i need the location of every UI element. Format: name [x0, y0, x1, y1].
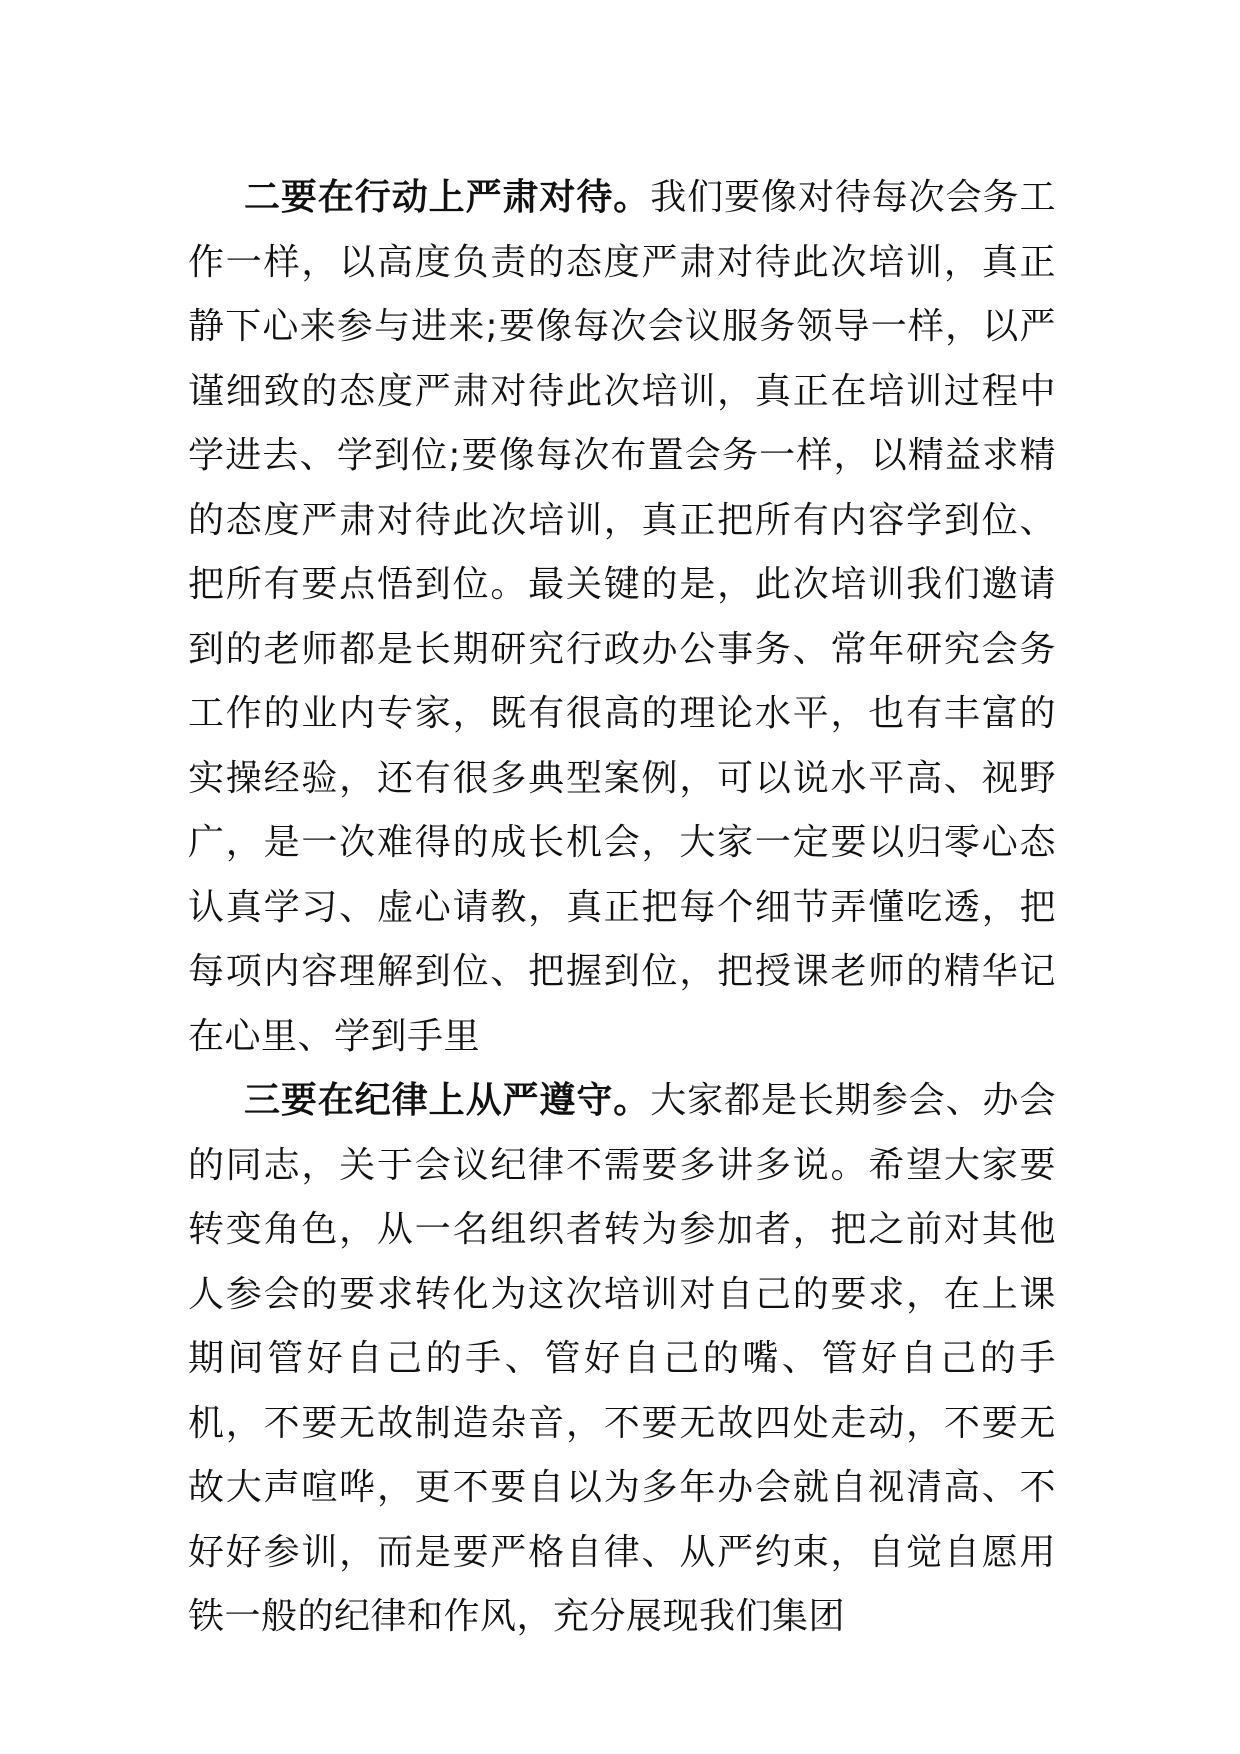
paragraph-action [188, 166, 1056, 1069]
paragraph-text: 我们要像对待每次会务工作一样，以高度负责的态度严肃对待此次培训，真正静下心来参与进来;要像每次会议服务领导一样，以严谨细致的态度严肃对待此次培训，真正在培训过程中学进去、学到位;要像每次布置会务一样，以精益求精的态度严肃对待此次培训，真正把所有内容学到位、把所有要点悟到位。最关键的是，此次培训我们邀请到的老师都是长期研究行政办公事务、常年研究会务工作的业内专家，既有很高的理论水平，也有丰富的实操经验，还有很多典型案例，可以说水平高、视野广，是一次难得的成长机会，大家一定要以归零心态认真学习、虚心请教，真正把每个细节弄懂吃透，把每项内容理解到位、把握到位，把授课老师的精华记在心里、学到手里 [188, 177, 1056, 1057]
paragraph-heading: 二要在行动上严肃对待。 [244, 177, 651, 218]
paragraph-text: 大家都是长期参会、办会的同志，关于会议纪律不需要多讲多说。希望大家要转变角色，从一名组织者转为参加者，把之前对其他人参会的要求转化为这次培训对自己的要求，在上课期间管好自己的手、管好自己的嘴、管好自己的手机，不要无故制造杂音，不要无故四处走动，不要无故大声喧哗，更不要自以为多年办会就自视清高、不好好参训，而是要严格自律、从严约束，自觉自愿用铁一般的纪律和作风，充分展现我们集团 [188, 1080, 1056, 1637]
document-body [188, 166, 1056, 1650]
paragraph-discipline [188, 1069, 1056, 1650]
paragraph-heading: 三要在纪律上从严遵守。 [244, 1080, 651, 1121]
